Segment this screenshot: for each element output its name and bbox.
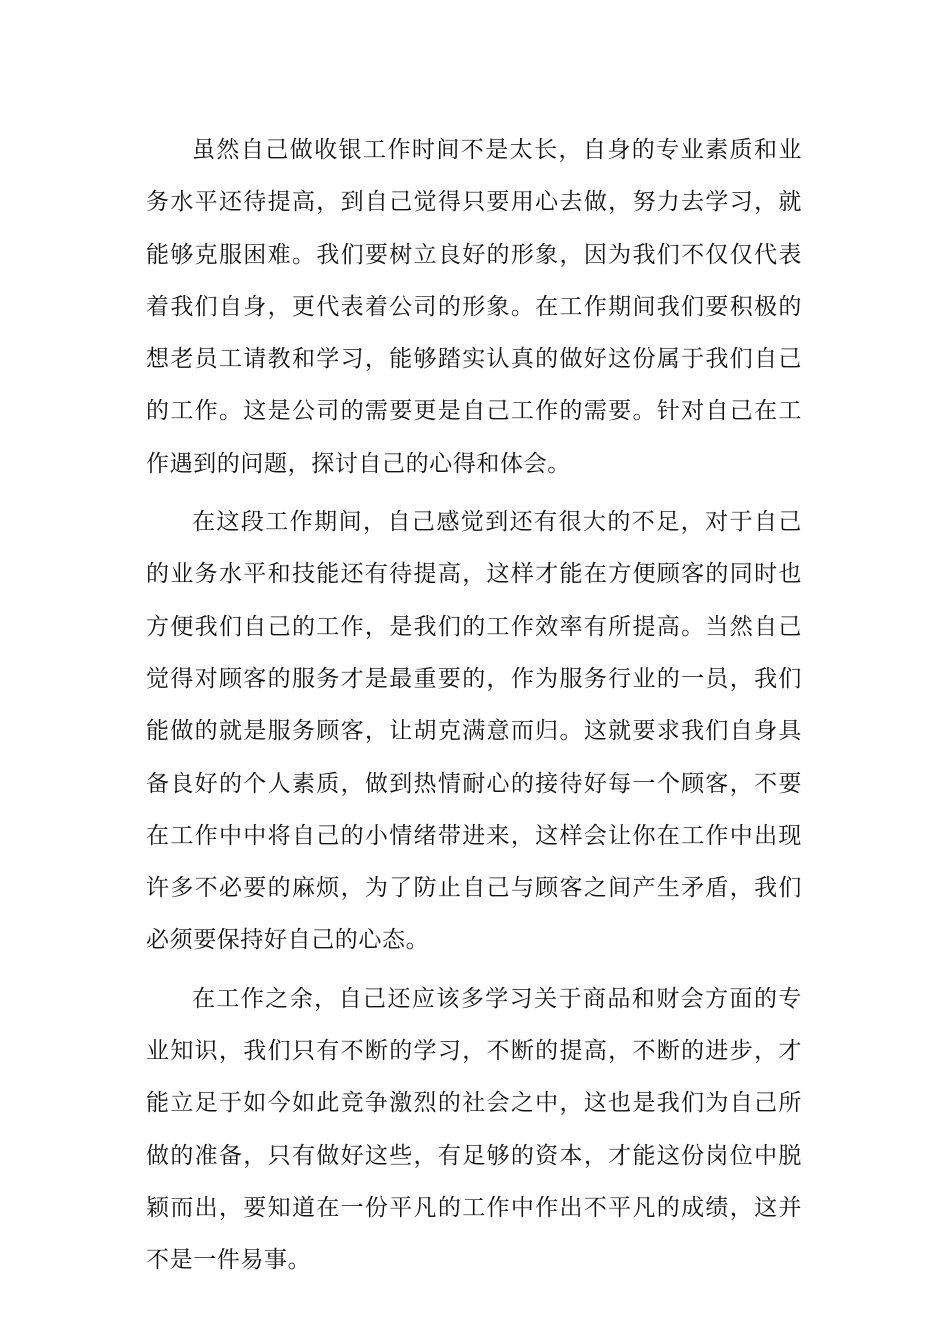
paragraph-2: 在这段工作期间，自己感觉到还有很大的不足，对于自己的业务水平和技能还有待提高，这样才能在方便顾客的同时也方便我们自己的工作，是我们的工作效率有所提高。当然自己觉得对顾客的服务才是最重要的，作为服务行业的一员，我们能做的就是服务顾客，让胡克满意而归。这就要求我们自身具备良好的个人素质，做到热情耐心的接待好每一个顾客，不要在工作中中将自己的小情绪带进来，这样会让你在工作中出现许多不必要的麻烦，为了防止自己与顾客之间产生矛盾，我们必须要保持好自己的心态。 [146,509,802,954]
paragraph-3: 在工作之余，自己还应该多学习关于商品和财会方面的专业知识，我们只有不断的学习，不断的提高，不断的进步，才能立足于如今如此竞争激烈的社会之中，这也是我们为自己所做的准备，只有做好这些，有足够的资本，才能这份岗位中脱颖而出，要知道在一份平凡的工作中作出不平凡的成绩，这并不是一件易事。 [146,985,802,1274]
paragraph-1: 虽然自己做收银工作时间不是太长，自身的专业素质和业务水平还待提高，到自己觉得只要用心去做，努力去学习，就能够克服困难。我们要树立良好的形象，因为我们不仅仅代表着我们自身，更代表着公司的形象。在工作期间我们要积极的想老员工请教和学习，能够踏实认真的做好这份属于我们自己的工作。这是公司的需要更是自己工作的需要。针对自己在工作遇到的问题，探讨自己的心得和体会。 [146,137,802,477]
document-body [146,124,802,1287]
